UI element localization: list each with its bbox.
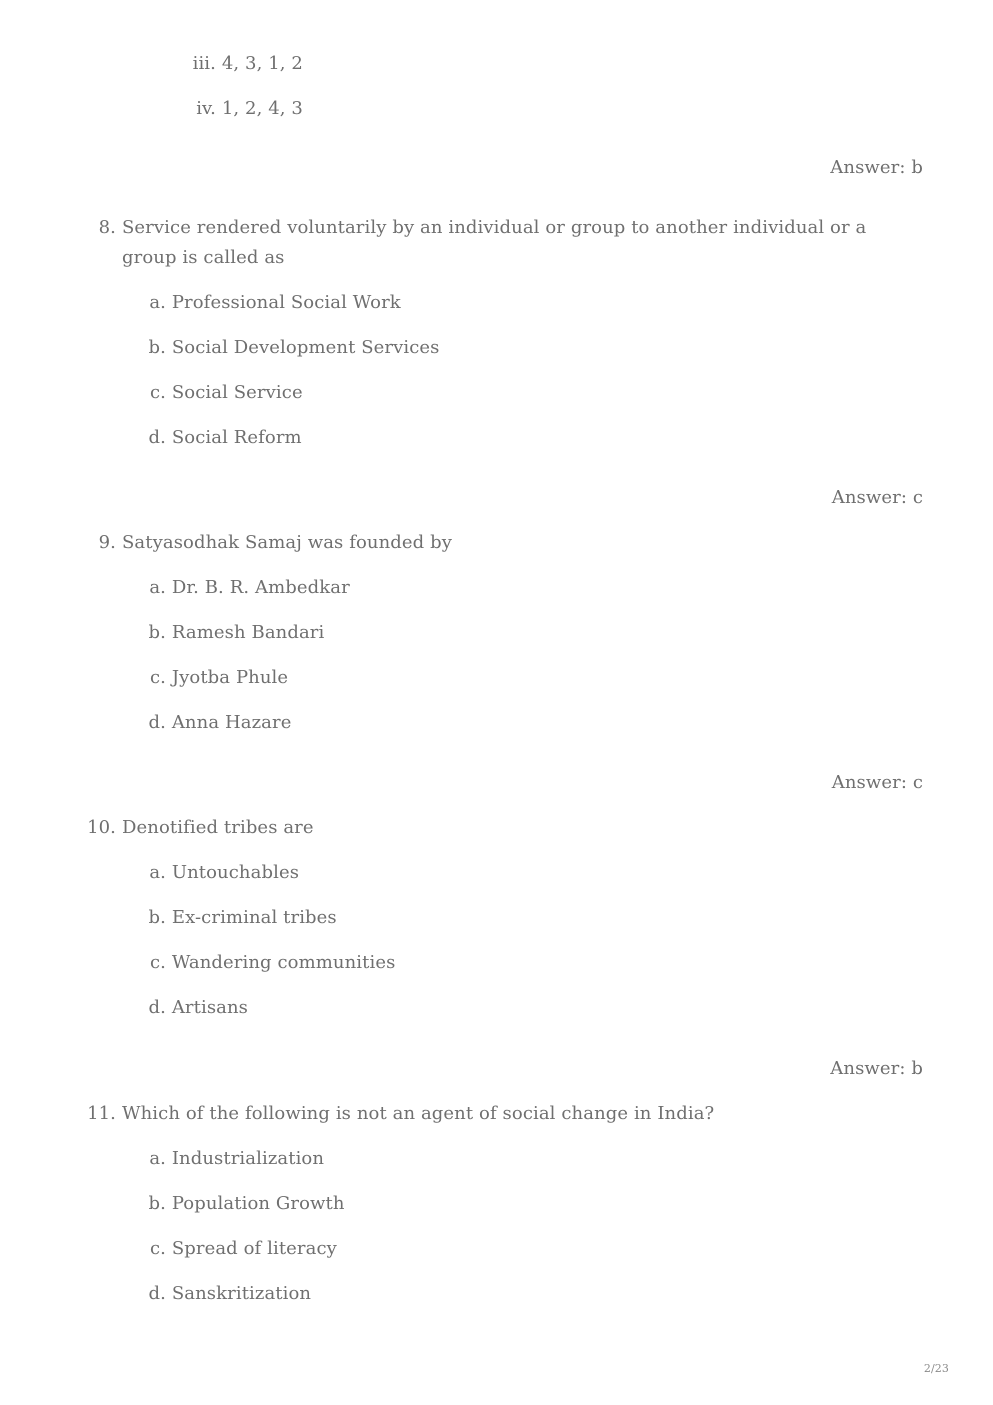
question-number: 11. — [87, 1103, 116, 1124]
option-item — [144, 573, 350, 603]
option-item — [144, 708, 291, 738]
answer-label: Answer: c — [831, 487, 923, 508]
option-marker: c. — [149, 667, 166, 688]
option-item — [144, 288, 401, 318]
option-text: Social Service — [171, 382, 303, 403]
option-item — [144, 618, 324, 648]
answer-label: Answer: b — [830, 1058, 923, 1079]
question-number: 9. — [98, 532, 116, 553]
question-number: 10. — [87, 817, 116, 838]
option-item — [144, 333, 440, 363]
option-text: Wandering communities — [171, 952, 396, 973]
option-marker: c. — [149, 1238, 166, 1259]
option-marker: a. — [149, 292, 166, 313]
option-text: Social Development Services — [171, 337, 440, 358]
question-text: Which of the following is not an agent of social change in India? — [122, 1103, 715, 1124]
option-marker: a. — [149, 862, 166, 883]
option-text: 4, 3, 1, 2 — [221, 53, 303, 74]
option-marker: d. — [148, 427, 166, 448]
option-text: Population Growth — [171, 1193, 345, 1214]
option-item — [144, 1144, 324, 1174]
option-marker: a. — [149, 1148, 166, 1169]
option-marker: b. — [148, 1193, 166, 1214]
option-text: Artisans — [171, 997, 249, 1018]
option-item — [144, 378, 303, 408]
option-item — [144, 948, 395, 978]
option-marker: b. — [148, 622, 166, 643]
option-marker: b. — [148, 907, 166, 928]
option-item — [144, 903, 337, 933]
option-text: Anna Hazare — [171, 712, 292, 733]
option-marker: b. — [148, 337, 166, 358]
option-item — [144, 663, 288, 693]
option-marker: iv. — [196, 98, 216, 119]
option-text: 1, 2, 4, 3 — [221, 98, 303, 119]
option-item — [144, 1189, 345, 1219]
option-item — [144, 993, 248, 1023]
option-marker: d. — [148, 1283, 166, 1304]
option-text: Untouchables — [171, 862, 300, 883]
answer-label: Answer: c — [831, 772, 923, 793]
option-text: Ex-criminal tribes — [171, 907, 337, 928]
option-text: Jyotba Phule — [171, 667, 289, 688]
option-text: Sanskritization — [171, 1283, 312, 1304]
option-text: Social Reform — [171, 427, 302, 448]
option-item — [144, 858, 299, 888]
question-text: Denotified tribes are — [122, 817, 314, 838]
question-text: Service rendered voluntarily by an individual or group to another individual or a group is called as — [122, 217, 867, 268]
option-marker: a. — [149, 577, 166, 598]
continued-option — [180, 94, 303, 124]
page-number: 2/23 — [923, 1362, 949, 1375]
option-marker: c. — [149, 952, 166, 973]
option-marker: c. — [149, 382, 166, 403]
option-item — [144, 423, 302, 453]
option-text: Professional Social Work — [171, 292, 401, 313]
option-marker: iii. — [192, 53, 216, 74]
option-marker: d. — [148, 712, 166, 733]
option-text: Industrialization — [171, 1148, 325, 1169]
option-marker: d. — [148, 997, 166, 1018]
option-text: Dr. B. R. Ambedkar — [171, 577, 350, 598]
question-text: Satyasodhak Samaj was founded by — [122, 532, 453, 553]
continued-option — [180, 49, 303, 79]
answer-label: Answer: b — [830, 157, 923, 178]
option-item — [144, 1279, 311, 1309]
option-item — [144, 1234, 337, 1264]
option-text: Ramesh Bandari — [171, 622, 325, 643]
question-number: 8. — [98, 217, 116, 238]
option-text: Spread of literacy — [171, 1238, 337, 1259]
